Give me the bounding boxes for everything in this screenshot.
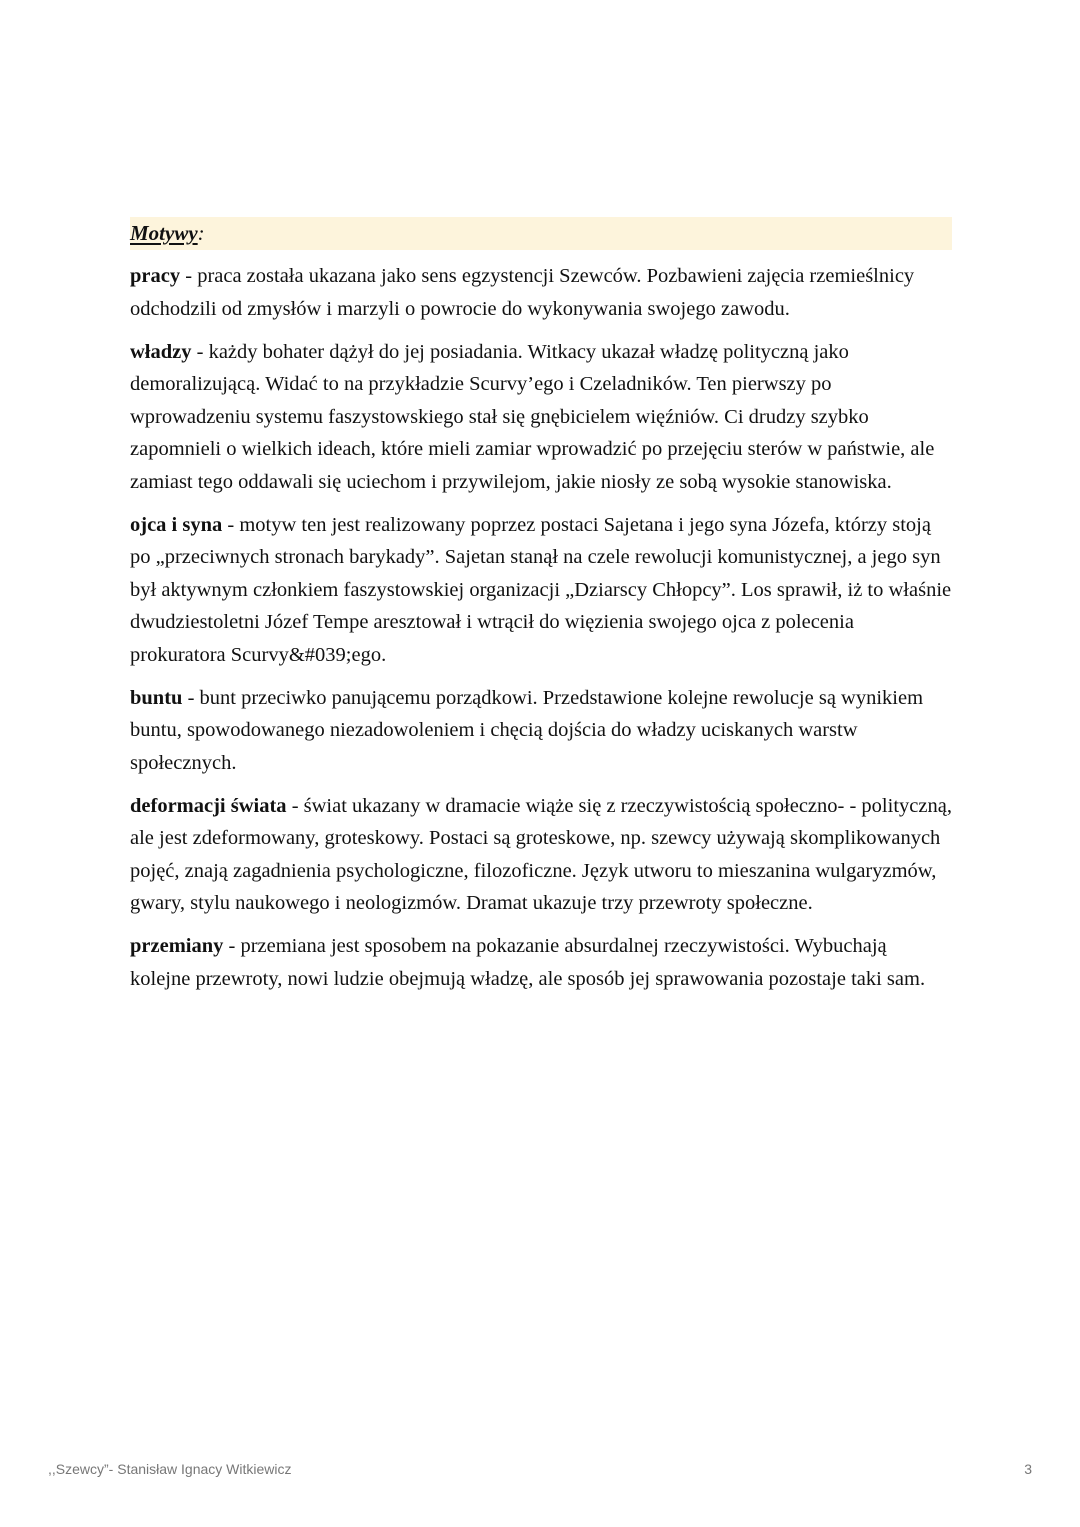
motif-term: deformacji świata xyxy=(130,794,287,817)
motif-paragraph-ojca-i-syna xyxy=(130,509,952,672)
motif-term: buntu xyxy=(130,686,183,709)
motif-separator: - xyxy=(286,794,304,817)
motif-separator: - xyxy=(191,340,209,363)
motif-term: władzy xyxy=(130,340,192,363)
motif-term: przemiany xyxy=(130,935,224,957)
document-body xyxy=(130,217,952,1006)
motif-paragraph-przemiany xyxy=(130,930,952,995)
footer-document-title: ,,Szewcy”- Stanisław Ignacy Witkiewicz xyxy=(48,1461,292,1477)
section-heading-highlight xyxy=(130,217,952,250)
motif-term: pracy xyxy=(130,265,181,287)
motif-separator: - xyxy=(223,935,241,957)
motif-description: świat ukazany w dramacie wiąże się z rzeczywistością społeczno- - polityczną, ale jest zdeformowany, groteskowy. Postaci są groteskowe, np. szewcy używają skomplikowanych pojęć, znają zagadnienia psychologiczne, filozoficzne. Język utworu to mieszanina wulgaryzmów, gwary, stylu naukowego i neologizmów. Dramat ukazuje trzy przewroty społeczne. xyxy=(130,794,952,914)
motif-separator: - xyxy=(180,265,198,287)
motif-description: każdy bohater dążył do jej posiadania. Witkacy ukazał władzę polityczną jako demoralizującą. Widać to na przykładzie Scurvy’ego i Czeladników. Ten pierwszy po wprowadzeniu systemu faszystowskiego stał się gnębicielem więźniów. Ci drudzy szybko zapomnieli o wielkich ideach, które mieli zamiar wprowadzić po przejęciu sterów w państwie, ale zamiast tego oddawali się uciechom i przywilejom, jakie niosły ze sobą wysokie stanowiska. xyxy=(130,340,935,493)
section-heading-colon: : xyxy=(197,221,205,245)
motif-description: bunt przeciwko panującemu porządkowi. Przedstawione kolejne rewolucje są wynikiem buntu, spowodowanego niezadowoleniem i chęcią dojścia do władzy uciskanych warstw społecznych. xyxy=(130,686,924,774)
motif-paragraph-wladzy xyxy=(130,336,952,499)
motif-separator: - xyxy=(222,513,240,536)
motif-paragraph-deformacji-swiata xyxy=(130,790,952,920)
motif-separator: - xyxy=(182,686,200,709)
motif-description: praca została ukazana jako sens egzystencji Szewców. Pozbawieni zajęcia rzemieślnicy odchodzili od zmysłów i marzyli o powrocie do wykonywania swojego zawodu. xyxy=(130,265,915,320)
page-number: 3 xyxy=(1024,1461,1032,1477)
motif-paragraph-buntu xyxy=(130,682,952,780)
section-heading: Motywy xyxy=(130,221,198,245)
motif-description: motyw ten jest realizowany poprzez postaci Sajetana i jego syna Józefa, którzy stoją po „przeciwnych stronach barykady”. Sajetan stanął na czele rewolucji komunistycznej, a jego syn był aktywnym członkiem faszystowskiej organizacji „Dziarscy Chłopcy”. Los sprawił, iż to właśnie dwudziestoletni Józef Tempe aresztował i wtrącił do więzienia swojego ojca z polecenia prokuratora Scurvy&#039;ego. xyxy=(130,513,952,666)
motif-paragraph-pracy xyxy=(130,260,952,325)
motif-description: przemiana jest sposobem na pokazanie absurdalnej rzeczywistości. Wybuchają kolejne przewroty, nowi ludzie obejmują władzę, ale sposób jej sprawowania pozostaje taki sam. xyxy=(130,935,926,990)
motif-term: ojca i syna xyxy=(130,513,223,536)
